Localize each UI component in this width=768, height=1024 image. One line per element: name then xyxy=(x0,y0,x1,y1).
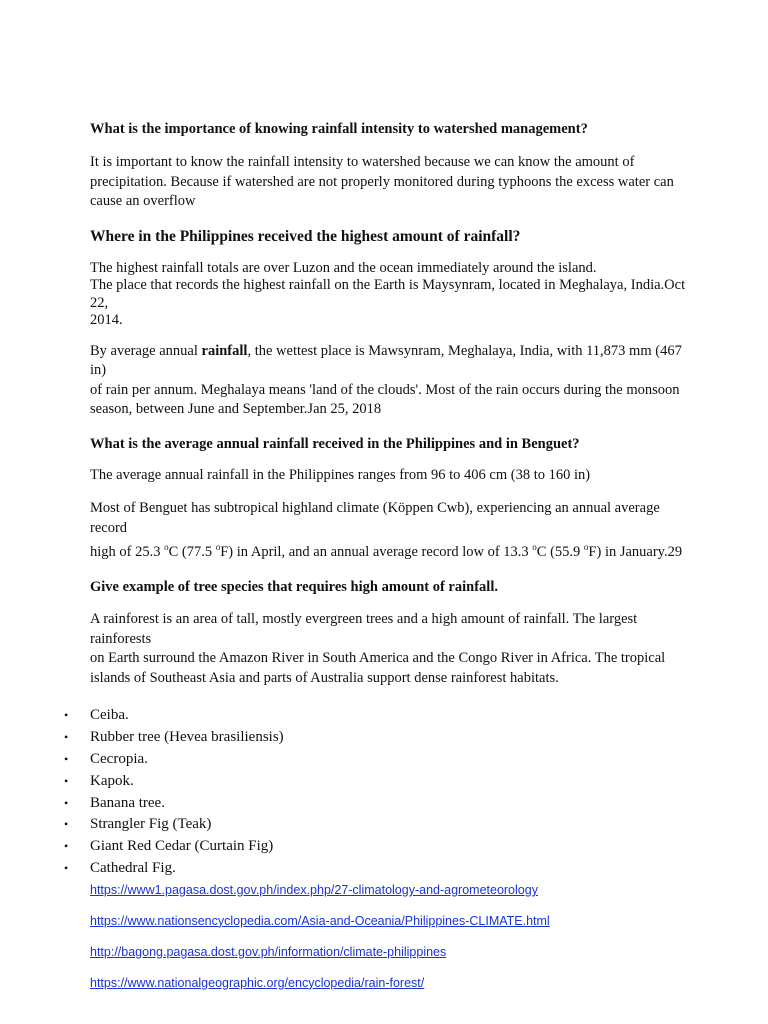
degree-symbol: o xyxy=(164,542,169,552)
list-item-text: Cecropia. xyxy=(90,750,148,767)
bullet-icon: • xyxy=(64,751,69,766)
bullet-icon: • xyxy=(64,795,69,810)
answer-line: Most of Benguet has subtropical highland climate (Köppen Cwb), experiencing an annual average record xyxy=(90,500,660,536)
answer-line: on Earth surround the Amazon River in South America and the Congo River in Africa. The tropical xyxy=(90,650,666,667)
tree-species-list xyxy=(64,705,690,879)
list-item-text: Kapok. xyxy=(90,772,134,789)
bullet-icon: • xyxy=(64,773,69,788)
answer-average-rainfall: The average annual rainfall in the Philippines ranges from 96 to 406 cm (38 to 160 in) xyxy=(90,466,591,483)
degree-symbol: o xyxy=(215,542,221,552)
answer-text: C (55.9 xyxy=(536,543,584,560)
list-item xyxy=(64,858,690,880)
list-item xyxy=(64,793,690,815)
list-item-text: Cathedral Fig. xyxy=(90,859,176,876)
list-item xyxy=(64,836,690,858)
answer-line: The highest rainfall totals are over Luzon and the ocean immediately around the island. xyxy=(90,259,597,276)
answer-rainforest xyxy=(90,610,690,688)
list-item-text: Giant Red Cedar (Curtain Fig) xyxy=(90,838,274,855)
list-item xyxy=(64,749,690,771)
answer-text: C (77.5 xyxy=(168,543,216,560)
answer-line: A rainforest is an area of tall, mostly evergreen trees and a high amount of rainfall. The largest rainforests xyxy=(90,611,638,647)
list-item xyxy=(64,705,690,727)
reference-link-national-geographic[interactable]: https://www.nationalgeographic.org/encyclopedia/rain-forest/ xyxy=(90,975,425,990)
bullet-icon: • xyxy=(64,730,69,745)
bold-keyword: rainfall xyxy=(201,342,248,359)
answer-text: , the wettest place is Mawsynram, Meghalaya, India, with 11,873 mm (467 in) xyxy=(90,342,682,378)
list-item-text: Rubber tree (Hevea brasiliensis) xyxy=(90,729,284,746)
answer-text: By average annual xyxy=(90,342,202,359)
question-highest-rainfall: Where in the Philippines received the highest amount of rainfall? xyxy=(90,227,521,245)
answer-line: islands of Southeast Asia and parts of Australia support dense rainforest habitats. xyxy=(90,669,559,686)
answer-line: season, between June and September.Jan 25, 2018 xyxy=(90,401,382,417)
answer-line: The place that records the highest rainfall on the Earth is Maysynram, located in Meghalaya, India.Oct 22, xyxy=(90,277,686,311)
bullet-icon: • xyxy=(64,860,69,875)
list-item-text: Strangler Fig (Teak) xyxy=(90,816,212,833)
answer-line: It is important to know the rainfall intensity to watershed because we can know the amount of xyxy=(90,154,635,170)
bullet-icon: • xyxy=(64,708,69,723)
reference-link-nations-encyclopedia[interactable]: https://www.nationsencyclopedia.com/Asia-and-Oceania/Philippines-CLIMATE.html xyxy=(90,913,550,928)
answer-rainfall-intensity xyxy=(90,153,690,212)
answer-text: F) in January.29 xyxy=(588,543,683,560)
list-item-text: Banana tree. xyxy=(90,794,165,811)
document-body xyxy=(64,119,690,991)
answer-line: of rain per annum. Meghalaya means 'land of the clouds'. Most of the rain occurs during the monsoon xyxy=(90,381,680,398)
answer-highest-rainfall xyxy=(90,260,690,330)
list-item xyxy=(64,814,690,836)
answer-line: 2014. xyxy=(90,312,123,328)
list-item-text: Ceiba. xyxy=(90,707,129,724)
question-average-rainfall: What is the average annual rainfall received in the Philippines and in Benguet? xyxy=(90,435,580,452)
answer-text: F) in April, and an annual average record low of 13.3 xyxy=(220,543,533,560)
question-rainfall-intensity: What is the importance of knowing rainfall intensity to watershed management? xyxy=(90,121,588,137)
list-item xyxy=(64,727,690,749)
question-tree-species: Give example of tree species that requires high amount of rainfall. xyxy=(90,579,498,596)
answer-line: cause an overflow xyxy=(90,193,196,209)
answer-wettest-place xyxy=(90,342,690,420)
answer-text: high of 25.3 xyxy=(90,543,165,560)
degree-symbol: o xyxy=(583,542,589,552)
bullet-icon: • xyxy=(64,839,69,854)
bullet-icon: • xyxy=(64,817,69,832)
answer-line: precipitation. Because if watershed are not properly monitored during typhoons the excess water can xyxy=(90,173,674,190)
list-item xyxy=(64,771,690,793)
answer-benguet-climate xyxy=(90,499,690,562)
reference-link-pagasa-climate-philippines[interactable]: http://bagong.pagasa.dost.gov.ph/information/climate-philippines xyxy=(90,944,447,959)
reference-link-pagasa-climatology[interactable]: https://www1.pagasa.dost.gov.ph/index.php/27-climatology-and-agrometeorology xyxy=(90,882,538,897)
degree-symbol: o xyxy=(532,542,537,552)
